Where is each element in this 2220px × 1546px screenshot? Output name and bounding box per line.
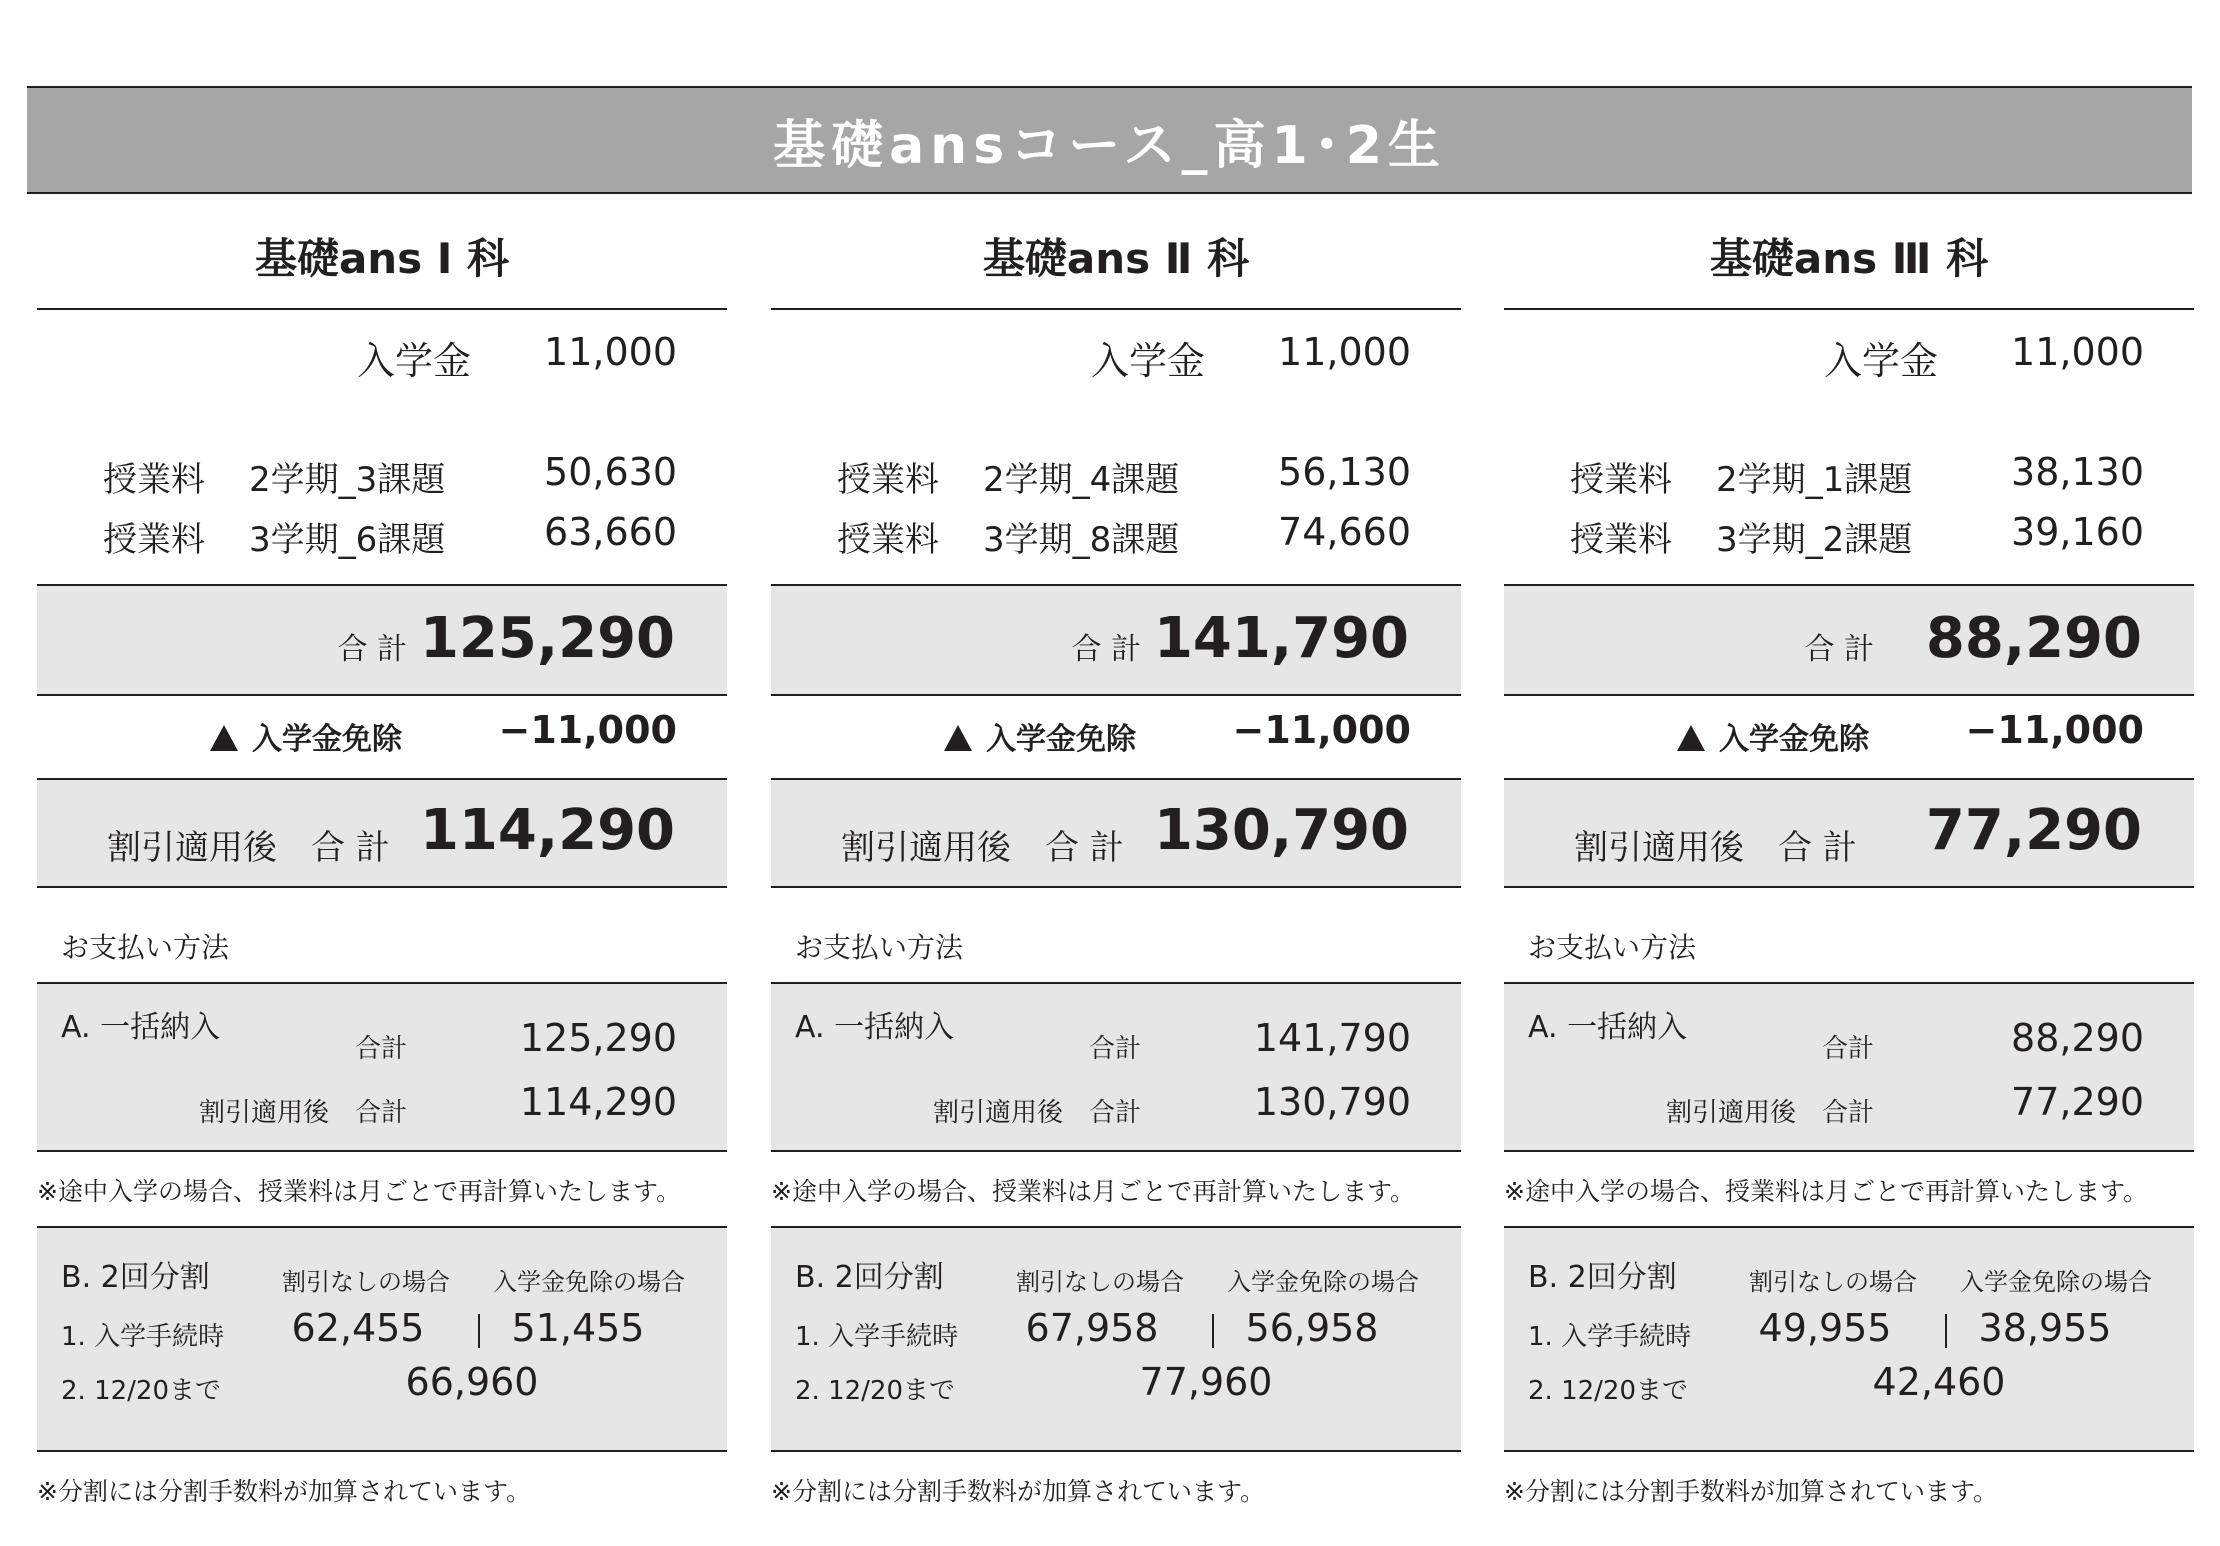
exemption-value: −11,000 [1965,708,2144,752]
plan-b-row1-no-discount: 62,455 [291,1306,425,1350]
total-value: 141,790 [1153,606,1409,671]
installment-fee-note: ※分割には分割手数料が加算されています。 [37,1477,531,1506]
entrance-fee-label: 入学金 [1824,339,1939,383]
triangle-icon [1677,725,1705,751]
discounted-total-box [1504,778,2194,888]
tuition-detail: 3学期_8課題 [983,520,1180,560]
discounted-total-box [37,778,727,888]
plan-b-row2-label: 2. 12/20まで [1528,1376,1688,1406]
triangle-icon [944,725,972,751]
tuition-label: 授業料 [837,460,939,500]
tuition-detail: 2学期_3課題 [249,460,446,500]
tuition-detail: 3学期_6課題 [249,520,446,560]
plan-a-discounted-value: 77,290 [2011,1080,2144,1124]
plan-b-row1-label: 1. 入学手続時 [795,1322,959,1352]
tuition-value: 50,630 [544,450,677,494]
plan-b-box [37,1226,727,1452]
plan-b-header-no-discount: 割引なしの場合 [1016,1268,1184,1296]
tuition-label: 授業料 [1570,460,1672,500]
plan-b-row1-no-discount: 67,958 [1025,1306,1159,1350]
tuition-value: 74,660 [1278,510,1411,554]
exemption-value: −11,000 [498,708,677,752]
tuition-value: 63,660 [544,510,677,554]
plan-a-discounted-value: 114,290 [519,1080,677,1124]
page-title-banner [27,86,2192,194]
total-value: 88,290 [1925,606,2142,671]
column-separator [478,1314,480,1348]
divider [771,308,1461,310]
plan-a-box [771,982,1461,1152]
divider [1504,308,2194,310]
plan-b-row2-value: 66,960 [405,1360,539,1404]
tuition-label: 授業料 [1570,520,1672,560]
course-title: 基礎ans Ⅲ 科 [1709,234,1989,283]
plan-a-total-value: 88,290 [2011,1016,2144,1060]
plan-a-box [1504,982,2194,1152]
discounted-total-label: 割引適用後 合 計 [841,828,1124,868]
column-separator [1212,1314,1214,1348]
discounted-total-box [771,778,1461,888]
plan-a-title: A. 一括納入 [1528,1010,1688,1045]
plan-b-row1-exempt: 38,955 [1978,1306,2112,1350]
plan-a-title: A. 一括納入 [61,1010,221,1045]
tuition-detail: 3学期_2課題 [1716,520,1913,560]
plan-b-row1-no-discount: 49,955 [1758,1306,1892,1350]
exemption-row [944,714,1136,758]
discounted-total-label: 割引適用後 合 計 [1574,828,1857,868]
discounted-total-value: 130,790 [1153,798,1409,863]
plan-a-total-value: 125,290 [519,1016,677,1060]
plan-a-discounted-label: 割引適用後 合計 [198,1098,407,1128]
column-separator [1945,1314,1947,1348]
plan-a-box [37,982,727,1152]
midterm-note: ※途中入学の場合、授業料は月ごとで再計算いたします。 [771,1177,1415,1206]
plan-b-header-no-discount: 割引なしの場合 [282,1268,450,1296]
total-box [37,584,727,696]
plan-a-discounted-value: 130,790 [1253,1080,1411,1124]
plan-b-row2-label: 2. 12/20まで [795,1376,955,1406]
tuition-value: 38,130 [2011,450,2144,494]
plan-b-box [771,1226,1461,1452]
entrance-fee-value: 11,000 [2011,330,2144,374]
course-column-3 [1504,194,2194,1546]
exemption-label: 入学金免除 [1719,722,1869,757]
total-label: 合 計 [1071,632,1141,667]
tuition-label: 授業料 [103,520,205,560]
plan-b-row1-label: 1. 入学手続時 [61,1322,225,1352]
triangle-icon [210,725,238,751]
plan-a-total-label: 合計 [354,1034,407,1064]
total-label: 合 計 [337,632,407,667]
total-box [771,584,1461,696]
plan-a-discounted-label: 割引適用後 合計 [932,1098,1141,1128]
exemption-row [210,714,402,758]
payment-heading: お支払い方法 [1528,931,1697,964]
plan-b-row1-label: 1. 入学手続時 [1528,1322,1692,1352]
course-column-2 [771,194,1461,1546]
discounted-total-value: 114,290 [419,798,675,863]
plan-a-total-label: 合計 [1088,1034,1141,1064]
exemption-value: −11,000 [1232,708,1411,752]
plan-b-row2-value: 77,960 [1139,1360,1273,1404]
exemption-label: 入学金免除 [986,722,1136,757]
payment-heading: お支払い方法 [61,931,230,964]
entrance-fee-label: 入学金 [357,339,472,383]
entrance-fee-label: 入学金 [1091,339,1206,383]
plan-b-row2-value: 42,460 [1872,1360,2006,1404]
page-title: 基礎ansコース_高1･2生 [773,115,1446,176]
course-title: 基礎ans Ⅱ 科 [982,234,1250,283]
plan-b-header-exempt: 入学金免除の場合 [1227,1268,1419,1296]
course-title: 基礎ans Ⅰ 科 [254,234,510,283]
plan-a-title: A. 一括納入 [795,1010,955,1045]
total-box [1504,584,2194,696]
plan-b-header-no-discount: 割引なしの場合 [1749,1268,1917,1296]
plan-b-header-exempt: 入学金免除の場合 [493,1268,685,1296]
plan-b-row2-label: 2. 12/20まで [61,1376,221,1406]
plan-b-title: B. 2回分割 [795,1260,944,1295]
tuition-value: 39,160 [2011,510,2144,554]
entrance-fee-value: 11,000 [544,330,677,374]
discounted-total-value: 77,290 [1925,798,2142,863]
tuition-detail: 2学期_4課題 [983,460,1180,500]
midterm-note: ※途中入学の場合、授業料は月ごとで再計算いたします。 [37,1177,681,1206]
plan-a-total-value: 141,790 [1253,1016,1411,1060]
divider [37,308,727,310]
plan-a-discounted-label: 割引適用後 合計 [1665,1098,1874,1128]
tuition-label: 授業料 [837,520,939,560]
plan-b-header-exempt: 入学金免除の場合 [1960,1268,2152,1296]
entrance-fee-value: 11,000 [1278,330,1411,374]
installment-fee-note: ※分割には分割手数料が加算されています。 [771,1477,1265,1506]
exemption-label: 入学金免除 [252,722,402,757]
course-column-1 [37,194,727,1546]
midterm-note: ※途中入学の場合、授業料は月ごとで再計算いたします。 [1504,1177,2148,1206]
payment-heading: お支払い方法 [795,931,964,964]
exemption-row [1677,714,1869,758]
total-label: 合 計 [1804,632,1874,667]
tuition-detail: 2学期_1課題 [1716,460,1913,500]
plan-b-row1-exempt: 56,958 [1245,1306,1379,1350]
plan-b-title: B. 2回分割 [61,1260,210,1295]
plan-b-box [1504,1226,2194,1452]
plan-b-title: B. 2回分割 [1528,1260,1677,1295]
installment-fee-note: ※分割には分割手数料が加算されています。 [1504,1477,1998,1506]
tuition-value: 56,130 [1278,450,1411,494]
discounted-total-label: 割引適用後 合 計 [107,828,390,868]
tuition-label: 授業料 [103,460,205,500]
plan-b-row1-exempt: 51,455 [511,1306,645,1350]
plan-a-total-label: 合計 [1821,1034,1874,1064]
total-value: 125,290 [419,606,675,671]
